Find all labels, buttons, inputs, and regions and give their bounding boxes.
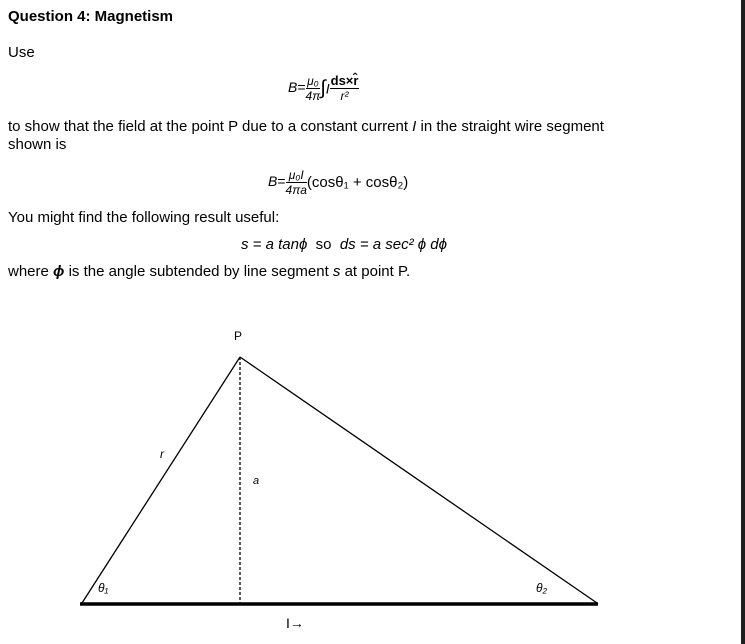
eq2-lhs: B xyxy=(268,173,278,190)
eq2-equals: = xyxy=(277,173,286,190)
paragraph-2-s: s xyxy=(332,263,341,280)
eq1-coef-num: μ₀ xyxy=(307,74,319,88)
point-p-label: P xyxy=(234,329,243,343)
paragraph-2-text-b: is the angle subtended by line segment xyxy=(64,263,333,280)
eq3-part-2: ds = a sec² ϕ dϕ xyxy=(339,236,447,253)
window-edge xyxy=(741,0,745,644)
theta2-label: θ₂ xyxy=(536,581,548,595)
question-heading: Question 4: Magnetism xyxy=(8,8,174,25)
intro-text: Use xyxy=(8,44,35,61)
paragraph-2-text-c: at point P. xyxy=(340,263,411,280)
right-side-line xyxy=(240,357,597,603)
paragraph-2-text-a: where xyxy=(8,263,54,280)
paragraph-2-phi: ϕ xyxy=(53,263,65,280)
eq2-coef-num: μ₀I xyxy=(286,168,307,183)
eq2-coef-den: 4πa xyxy=(285,183,307,197)
eq1-integrand-num: ds×r̂ xyxy=(330,73,359,88)
paragraph-1-text-b: in the straight wire segment xyxy=(416,118,604,135)
paragraph-1-text-a: to show that the field at the point P due to a constant current xyxy=(8,118,413,135)
eq3-part-1: s = a tanϕ xyxy=(241,236,308,253)
eq1-equals: = xyxy=(297,79,306,96)
integral-sign: ∫ xyxy=(320,77,326,99)
eq3-so: so xyxy=(315,236,332,253)
eq1-integrand-den: r² xyxy=(340,89,349,103)
eq1-coef-den: 4π xyxy=(305,89,321,103)
theta1-label: θ₁ xyxy=(98,581,109,595)
paragraph-1-line-2: shown is xyxy=(8,136,67,153)
eq1-lhs: B xyxy=(288,79,298,96)
hypotenuse-r-line xyxy=(82,357,240,603)
a-label: a xyxy=(253,475,260,487)
hint-text: You might find the following result useful: xyxy=(8,209,280,226)
eq2-cos-sum: (cosθ₁ + cosθ₂) xyxy=(306,174,409,191)
paragraph-1-current-var: I xyxy=(412,118,417,135)
r-label: r xyxy=(160,447,164,461)
eq1-current: I xyxy=(325,80,330,97)
current-arrow-label: I→ xyxy=(286,615,304,631)
